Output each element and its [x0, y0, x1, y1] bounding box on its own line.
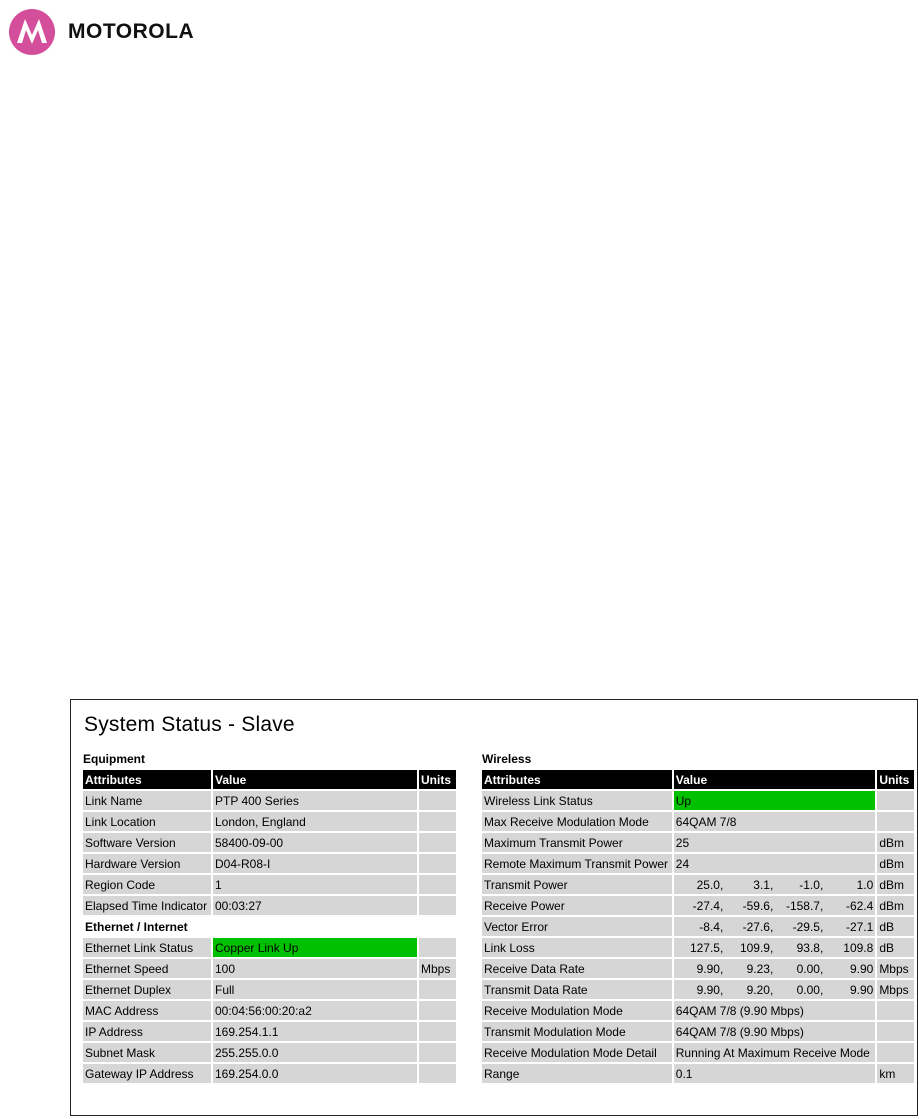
units-cell: Mbps [877, 959, 914, 978]
table-row [83, 896, 456, 915]
attribute-cell: Link Location [83, 812, 211, 831]
value-number: -158.7, [785, 898, 824, 913]
attribute-cell: Ethernet Speed [83, 959, 211, 978]
value-numbers [676, 878, 874, 892]
value-numbers [676, 941, 874, 955]
value-number: 9.23, [746, 961, 774, 976]
motorola-batwing-icon [8, 8, 56, 56]
value-cell: 169.254.0.0 [213, 1064, 417, 1083]
value-cell: 0.1 [674, 1064, 876, 1083]
value-cell: Running At Maximum Receive Mode [674, 1043, 876, 1062]
value-number: 127.5, [689, 940, 724, 955]
units-cell [419, 791, 456, 810]
value-numbers [676, 920, 874, 934]
attribute-cell: IP Address [83, 1022, 211, 1041]
units-cell: dBm [877, 875, 914, 894]
value-number: 9.90, [696, 982, 724, 997]
table-row [482, 1022, 914, 1041]
attribute-cell: Receive Data Rate [482, 959, 672, 978]
units-cell [877, 1001, 914, 1020]
units-cell: dBm [877, 833, 914, 852]
ethernet-title: Ethernet / Internet [83, 917, 456, 936]
attribute-cell: Link Name [83, 791, 211, 810]
system-status-panel [70, 699, 918, 1116]
attribute-cell: MAC Address [83, 1001, 211, 1020]
units-cell: dB [877, 938, 914, 957]
table-row [482, 854, 914, 873]
motorola-logo [8, 8, 194, 56]
value-cell: 169.254.1.1 [213, 1022, 417, 1041]
units-cell [419, 1001, 456, 1020]
attribute-cell: Software Version [83, 833, 211, 852]
attribute-cell: Hardware Version [83, 854, 211, 873]
units-cell [419, 896, 456, 915]
attribute-cell: Vector Error [482, 917, 672, 936]
table-row [83, 1001, 456, 1020]
table-row [83, 833, 456, 852]
equipment-title: Equipment [83, 752, 145, 766]
subsection-row [83, 917, 456, 936]
value-number: -1.0, [799, 877, 824, 892]
attribute-cell: Gateway IP Address [83, 1064, 211, 1083]
value-cell: D04-R08-I [213, 854, 417, 873]
units-cell [877, 1043, 914, 1062]
attribute-cell: Max Receive Modulation Mode [482, 812, 672, 831]
attribute-cell: Transmit Power [482, 875, 672, 894]
table-row [83, 1064, 456, 1083]
value-cell [674, 959, 876, 978]
value-number: 0.00, [796, 961, 824, 976]
table-header-row [482, 770, 914, 789]
units-cell: km [877, 1064, 914, 1083]
attribute-cell: Transmit Data Rate [482, 980, 672, 999]
value-cell: 1 [213, 875, 417, 894]
table-row [482, 1043, 914, 1062]
units-cell [877, 812, 914, 831]
attribute-cell: Link Loss [482, 938, 672, 957]
units-cell: Mbps [877, 980, 914, 999]
value-cell: 00:04:56:00:20:a2 [213, 1001, 417, 1020]
attribute-cell: Subnet Mask [83, 1043, 211, 1062]
table-row [482, 875, 914, 894]
units-cell [419, 938, 456, 957]
value-number: 9.90, [696, 961, 724, 976]
value-cell [674, 896, 876, 915]
value-cell: Full [213, 980, 417, 999]
units-cell: dBm [877, 854, 914, 873]
value-cell: 255.255.0.0 [213, 1043, 417, 1062]
table-row [83, 1022, 456, 1041]
wireless-section [482, 750, 916, 1085]
table-row [83, 791, 456, 810]
units-header: Units [877, 770, 914, 789]
units-cell [419, 854, 456, 873]
value-number: -27.6, [742, 919, 774, 934]
attribute-cell: Wireless Link Status [482, 791, 672, 810]
table-row [83, 854, 456, 873]
units-cell [419, 980, 456, 999]
value-cell: 24 [674, 854, 876, 873]
units-header: Units [419, 770, 456, 789]
attribute-cell: Receive Power [482, 896, 672, 915]
units-cell [419, 833, 456, 852]
units-cell: Mbps [419, 959, 456, 978]
value-cell: 64QAM 7/8 (9.90 Mbps) [674, 1001, 876, 1020]
value-number: -29.5, [792, 919, 824, 934]
attribute-cell: Transmit Modulation Mode [482, 1022, 672, 1041]
table-row [83, 812, 456, 831]
table-row [482, 896, 914, 915]
units-cell: dB [877, 917, 914, 936]
value-number: 93.8, [796, 940, 824, 955]
attribute-cell: Receive Modulation Mode [482, 1001, 672, 1020]
units-cell [877, 1022, 914, 1041]
units-cell [419, 1043, 456, 1062]
value-number: -62.4 [845, 898, 874, 913]
attribute-cell: Elapsed Time Indicator [83, 896, 211, 915]
value-number: 109.8 [843, 940, 874, 955]
value-number: 9.90 [849, 982, 874, 997]
value-cell [674, 938, 876, 957]
value-cell [674, 917, 876, 936]
table-row [482, 1001, 914, 1020]
value-numbers [676, 962, 874, 976]
units-cell [419, 812, 456, 831]
wireless-table [480, 768, 916, 1085]
wireless-title: Wireless [482, 752, 532, 766]
attribute-cell: Receive Modulation Mode Detail [482, 1043, 672, 1062]
table-row [83, 875, 456, 894]
value-number: 25.0, [696, 877, 724, 892]
table-row [83, 980, 456, 999]
table-row [482, 812, 914, 831]
table-row [482, 833, 914, 852]
value-number: -27.1 [845, 919, 874, 934]
value-number: 0.00, [796, 982, 824, 997]
value-numbers [676, 899, 874, 913]
units-cell [877, 791, 914, 810]
value-number: 109.9, [739, 940, 774, 955]
value-number: 9.20, [746, 982, 774, 997]
equipment-section [83, 750, 460, 1085]
table-row [482, 959, 914, 978]
value-number: 1.0 [856, 877, 874, 892]
value-cell: 58400-09-00 [213, 833, 417, 852]
table-row [482, 917, 914, 936]
brand-name: MOTOROLA [68, 20, 195, 43]
value-cell: 25 [674, 833, 876, 852]
value-cell: 100 [213, 959, 417, 978]
table-row [83, 1043, 456, 1062]
attribute-cell: Ethernet Duplex [83, 980, 211, 999]
value-cell: London, England [213, 812, 417, 831]
value-number: -59.6, [742, 898, 774, 913]
value-number: 9.90 [849, 961, 874, 976]
value-cell [674, 875, 876, 894]
value-cell [674, 980, 876, 999]
attributes-header: Attributes [482, 770, 672, 789]
value-number: 3.1, [753, 877, 774, 892]
table-row [482, 938, 914, 957]
status-value-cell: Up [674, 791, 876, 810]
table-header-row [83, 770, 456, 789]
value-cell: 64QAM 7/8 [674, 812, 876, 831]
value-header: Value [213, 770, 417, 789]
value-number: -8.4, [699, 919, 724, 934]
value-cell: 64QAM 7/8 (9.90 Mbps) [674, 1022, 876, 1041]
attribute-cell: Ethernet Link Status [83, 938, 211, 957]
attribute-cell: Remote Maximum Transmit Power [482, 854, 672, 873]
attribute-cell: Range [482, 1064, 672, 1083]
attribute-cell: Maximum Transmit Power [482, 833, 672, 852]
status-value-cell: Copper Link Up [213, 938, 417, 957]
units-cell [419, 875, 456, 894]
value-number: -27.4, [692, 898, 724, 913]
attribute-cell: Region Code [83, 875, 211, 894]
page-title: System Status - Slave [84, 713, 295, 736]
table-row [83, 959, 456, 978]
value-cell: 00:03:27 [213, 896, 417, 915]
table-row [482, 1064, 914, 1083]
attributes-header: Attributes [83, 770, 211, 789]
units-cell [419, 1064, 456, 1083]
table-row [482, 980, 914, 999]
units-cell [419, 1022, 456, 1041]
value-numbers [676, 983, 874, 997]
value-header: Value [674, 770, 876, 789]
table-row [482, 791, 914, 810]
units-cell: dBm [877, 896, 914, 915]
value-cell: PTP 400 Series [213, 791, 417, 810]
table-row [83, 938, 456, 957]
equipment-table [81, 768, 458, 1085]
